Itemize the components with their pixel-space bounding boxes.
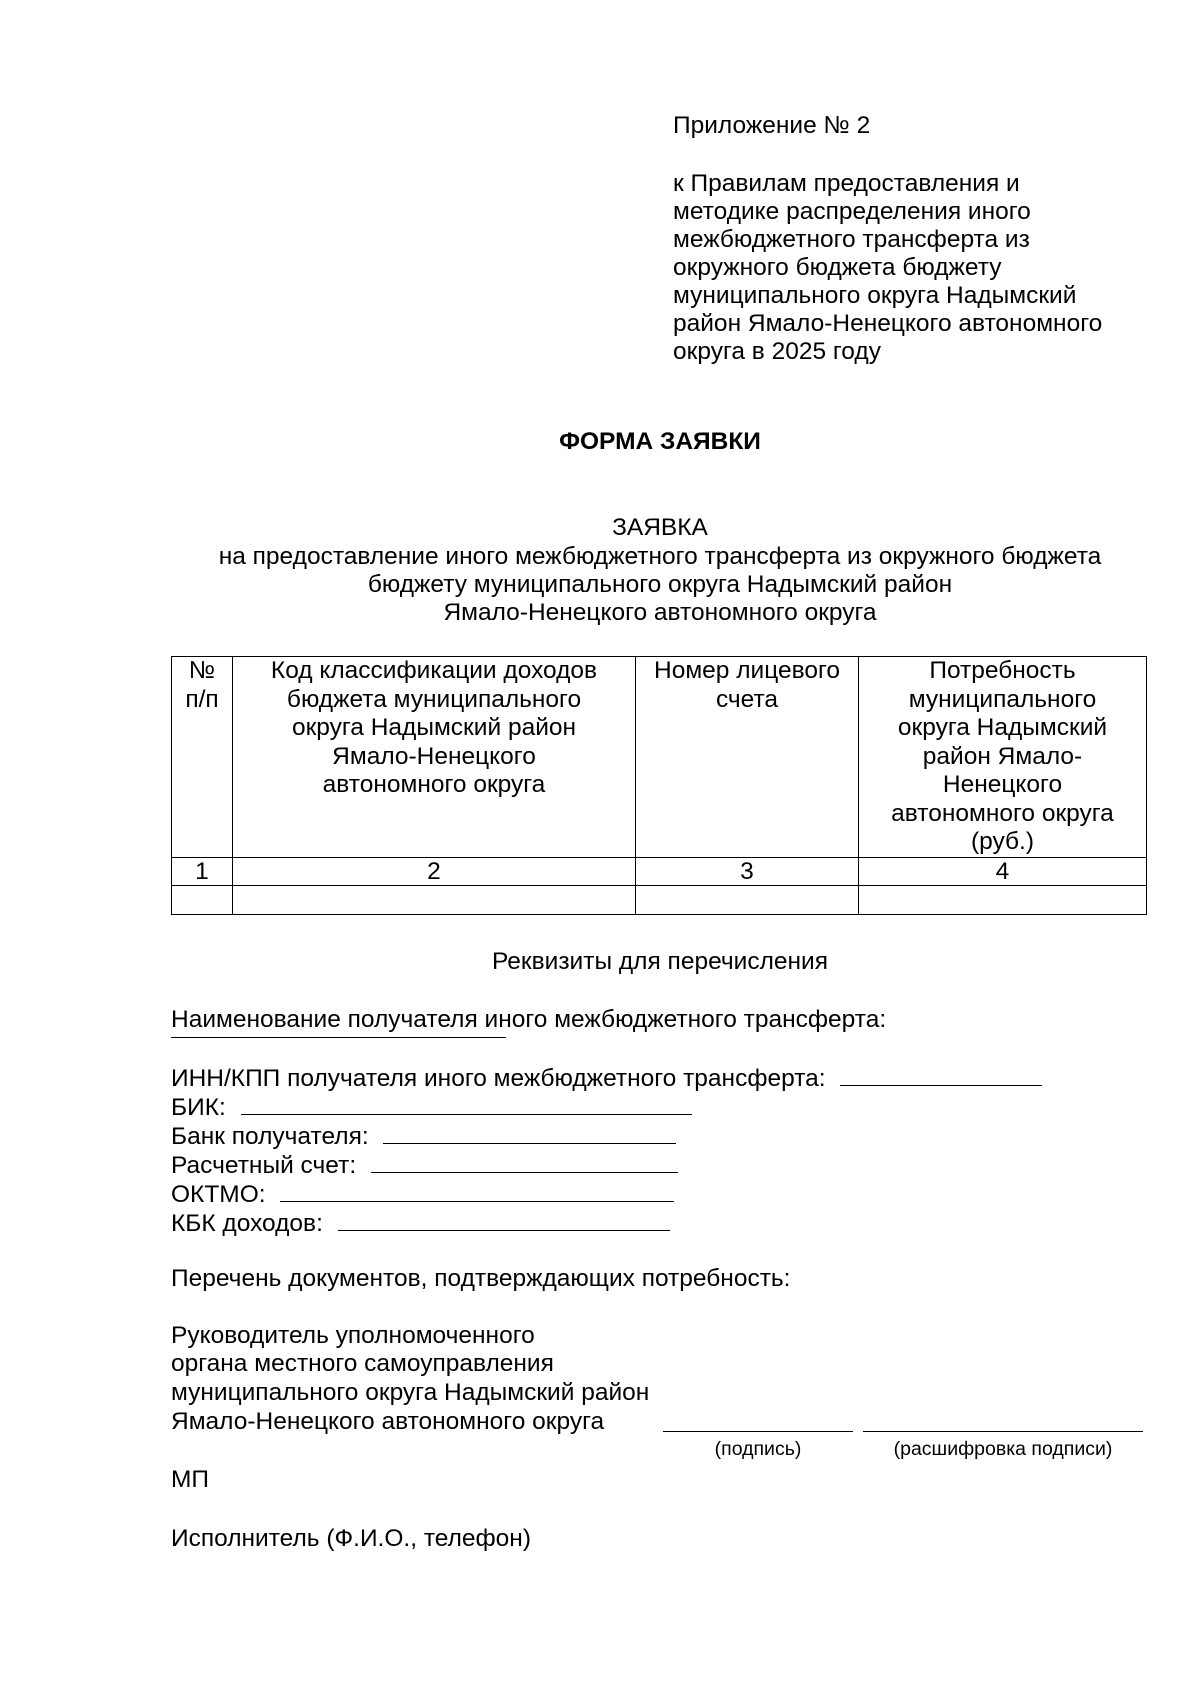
signature-line: органа местного самоуправления <box>171 1350 554 1377</box>
appendix-line: межбюджетного трансферта из <box>673 226 1030 253</box>
requisites-title: Реквизиты для перечисления <box>492 948 828 975</box>
inn-kpp-label: ИНН/КПП получателя иного межбюджетного трансферта: <box>171 1065 826 1092</box>
appendix-text <box>673 170 1102 366</box>
column-number: 4 <box>859 857 1147 885</box>
kbk-row <box>171 1208 670 1238</box>
application-subtitle-line: на предоставление иного межбюджетного трансферта из окружного бюджета <box>218 543 1102 570</box>
recipient-name-label: Наименование получателя иного межбюджетного трансферта: <box>171 1006 887 1033</box>
signature-line: муниципального округа Надымский район <box>171 1379 650 1406</box>
oktmo-field[interactable] <box>280 1179 674 1202</box>
appendix-line: район Ямало-Ненецкого автономного <box>673 310 1103 337</box>
documents-list-label: Перечень документов, подтверждающих потребность: <box>171 1265 791 1292</box>
signature-line: Ямало-Ненецкого автономного округа <box>171 1408 605 1435</box>
header-cell-need: Потребность муниципального округа Надымский район Ямало- Ненецкого автономного округа (руб.) <box>859 657 1147 858</box>
table-cell[interactable] <box>859 885 1147 914</box>
inn-kpp-row <box>171 1063 1042 1093</box>
table-header-row <box>172 657 1147 858</box>
kbk-label: КБК доходов: <box>171 1210 323 1237</box>
recipient-name-field[interactable] <box>171 1037 506 1038</box>
table-cell[interactable] <box>233 885 636 914</box>
header-cell-number: № п/п <box>172 657 233 858</box>
column-number: 1 <box>172 857 233 885</box>
kbk-field[interactable] <box>338 1208 670 1231</box>
form-title: ФОРМА ЗАЯВКИ <box>559 428 761 455</box>
application-table <box>171 656 1147 915</box>
bik-field[interactable] <box>241 1092 692 1115</box>
appendix-line: к Правилам предоставления и <box>673 170 1020 197</box>
bank-row <box>171 1121 676 1151</box>
bank-field[interactable] <box>383 1121 676 1144</box>
bik-label: БИК: <box>171 1094 226 1121</box>
bik-row <box>171 1092 692 1122</box>
appendix-number: Приложение № 2 <box>673 112 871 139</box>
header-cell-account-number: Номер лицевого счета <box>636 657 859 858</box>
appendix-line: муниципального округа Надымский <box>673 282 1077 309</box>
column-number: 2 <box>233 857 636 885</box>
bank-label: Банк получателя: <box>171 1123 369 1150</box>
account-label: Расчетный счет: <box>171 1152 357 1179</box>
account-field[interactable] <box>371 1150 678 1173</box>
signature-caption: (подпись) <box>714 1438 802 1460</box>
table-number-row <box>172 857 1147 885</box>
signature-decode-caption: (расшифровка подписи) <box>893 1438 1113 1460</box>
column-number: 3 <box>636 857 859 885</box>
table-row <box>172 885 1147 914</box>
oktmo-row <box>171 1179 674 1209</box>
application-subtitle-line: бюджету муниципального округа Надымский район <box>367 571 953 598</box>
account-row <box>171 1150 678 1180</box>
header-cell-income-code: Код классификации доходов бюджета муниципального округа Надымский район Ямало-Ненецкого автономного округа <box>233 657 636 858</box>
application-title: ЗАЯВКА <box>612 514 708 541</box>
signature-decode-field[interactable] <box>863 1431 1143 1432</box>
signature-line: Руководитель уполномоченного <box>171 1322 535 1349</box>
appendix-line: округа в 2025 году <box>673 338 881 365</box>
table-cell[interactable] <box>172 885 233 914</box>
executor-label: Исполнитель (Ф.И.О., телефон) <box>171 1525 531 1552</box>
signature-field[interactable] <box>663 1431 853 1432</box>
stamp-label: МП <box>171 1466 210 1493</box>
table-cell[interactable] <box>636 885 859 914</box>
appendix-line: методике распределения иного <box>673 198 1031 225</box>
oktmo-label: ОКТМО: <box>171 1181 266 1208</box>
appendix-line: окружного бюджета бюджету <box>673 254 1002 281</box>
inn-kpp-field[interactable] <box>840 1063 1042 1086</box>
application-subtitle-line: Ямало-Ненецкого автономного округа <box>443 599 877 626</box>
